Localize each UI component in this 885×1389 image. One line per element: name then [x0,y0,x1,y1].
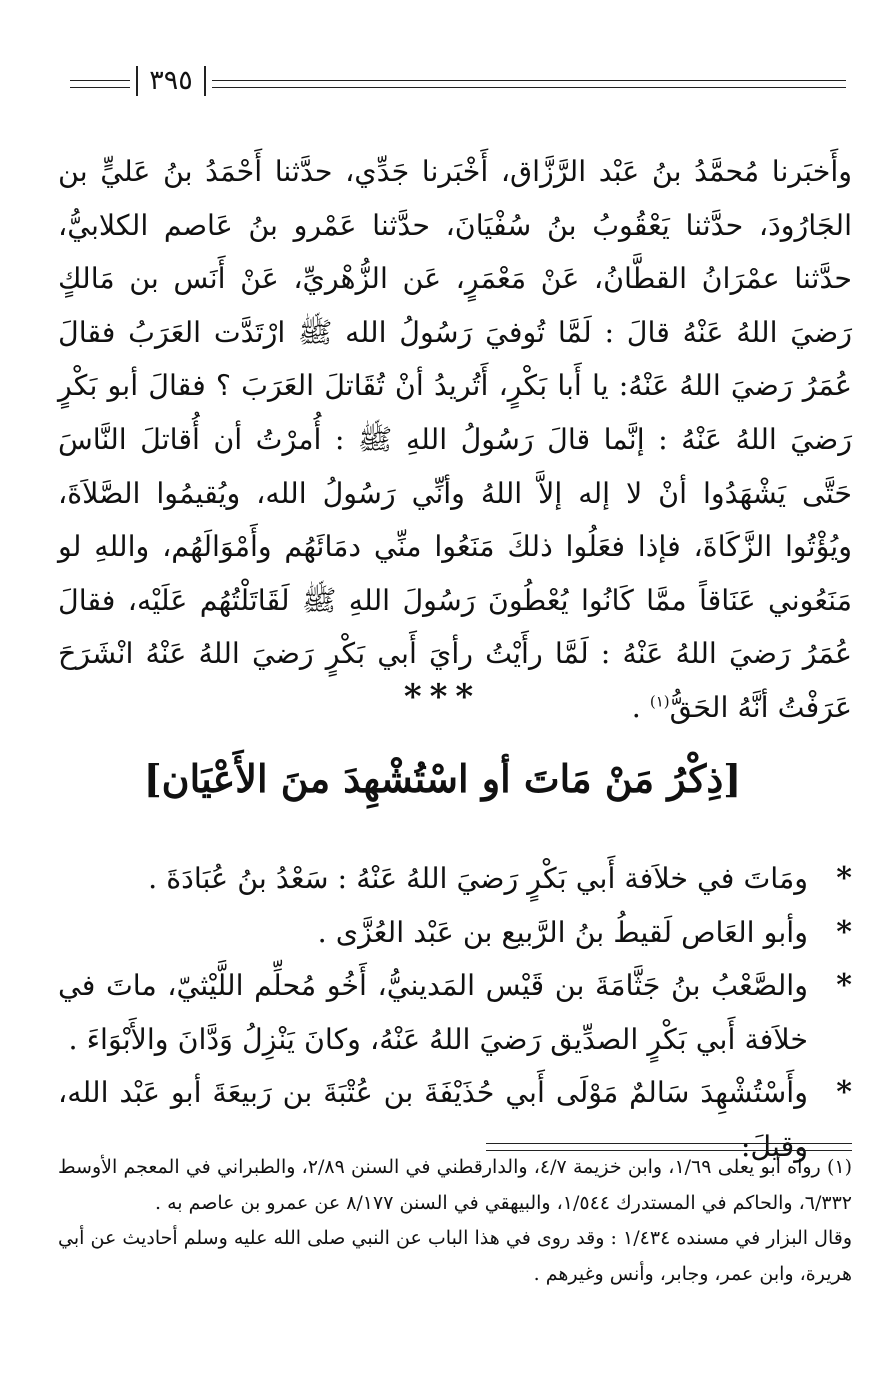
bullet-star: * [836,1075,852,1111]
list-item-text: ومَاتَ في خلاَفة أَبي بَكْرٍ رَضيَ اللهُ عَنْهُ : سَعْدُ بنُ عُبَادَةَ . [148,862,808,895]
list-item [58,959,852,1066]
running-header [70,62,846,102]
bullet-star: * [836,968,852,1004]
list-item [58,852,852,906]
paragraph-end: . [631,690,641,724]
paragraph-text: وأَخبَرنا مُحمَّدُ بنُ عَبْد الرَّزَّاق، أَخْبَرنا جَدِّي، حدَّثنا أَحْمَدُ بنُ عَليٍّ بن الجَارُودَ، حدَّثنا يَعْقُوبُ بنُ سُفْيَانَ، حدَّثنا عَمْرو بنُ عَاصم الكلابيُّ، حدَّثنا عمْرَانُ القطَّانُ، عَنْ مَعْمَرٍ، عَن الزُّهْريِّ، عَنْ أَنَس بن مَالكٍ رَضيَ اللهُ عَنْهُ قالَ : لَمَّا تُوفيَ رَسُولُ الله ﷺ ارْتَدَّت العَرَبُ فقالَ عُمَرُ رَضيَ اللهُ عَنْهُ: يا أَبا بَكْرٍ، أَتُريدُ أنْ تُقَاتلَ العَرَبَ ؟ فقالَ أبو بَكْرٍ رَضيَ اللهُ عَنْهُ : إنَّما قالَ رَسُولُ اللهِ ﷺ : أُمرْتُ أن أُقاتلَ النَّاسَ حَتَّى يَشْهَدُوا أنْ لا إله إلاَّ اللهُ وأنِّي رَسُولُ الله، ويُقيمُوا الصَّلاَةَ، ويُؤْتُوا الزَّكَاةَ، فإذا فعَلُوا ذلكَ مَنَعُوا منِّي دمَائَهُم وأَمْوَالَهُم، واللهِ لو مَنَعُوني عَنَاقاً ممَّا كَانُوا يُعْطُونَ رَسُولَ اللهِ ﷺ لَقَاتَلْتُهُم عَلَيْه، فقالَ عُمَرُ رَضيَ اللهُ عَنْهُ : لَمَّا رأَيْتُ رأيَ أَبي بَكْرٍ رَضيَ اللهُ عَنْهُ انْشَرَحَ عَرَفْتُ أنَّهُ الحَقُّ [58,155,852,724]
section-separator: *** [403,677,482,717]
section-heading: [ذِكْرُ مَنْ مَاتَ أو اسْتُشْهِدَ منَ الأَعْيَان] [143,756,742,801]
footnote-1: (١) رواه أبو يعلى ١/٦٩، وابن خزيمة ٤/٧، والدارقطني في السنن ٢/٨٩، والطبراني في المعجم الأوسط ٦/٣٣٢، والحاكم في المستدرك ١/٥٤٤، والبيهقي في السنن ٨/١٧٧ عن عمرو بن عاصم به . [58,1156,852,1214]
bullet-star: * [836,861,852,896]
footnote-marker[interactable]: (١) [649,692,670,711]
deaths-list [58,852,852,1174]
header-rule-right [212,80,846,88]
footnotes [58,1150,852,1292]
page-number: ٣٩٥ [149,65,193,96]
hadith-paragraph [58,145,852,735]
list-item-text: وأَسْتُشْهِدَ سَالمٌ مَوْلَى أَبي حُذَيْفَةَ بن عُتْبَةَ بن رَبيعَةَ أبو عَبْد الله، وقيلَ: [58,1076,808,1163]
list-item [58,906,852,960]
header-divider [204,66,206,96]
main-text [58,145,852,735]
list-item-text: وأبو العَاص لَقيطُ بنُ الرَّبيع بن عَبْد العُزَّى . [317,915,808,949]
header-rule-left [70,80,130,88]
bullet-star: * [836,914,852,950]
list-item-text: والصَّعْبُ بنُ جَثَّامَةَ بن قَيْس المَدينيُّ، أَخُو مُحلِّم اللَّيْثيّ، ماتَ في خلاَفة أَبي بَكْرٍ الصدِّيق رَضيَ اللهُ عَنْهُ، وكانَ يَنْزِلُ وَدَّانَ والأَبْوَاءَ . [58,969,808,1056]
footnote-1-continued: وقال البزار في مسنده ١/٤٣٤ : وقد روى في هذا الباب عن النبي صلى الله عليه وسلم أحاديث عن أبي هريرة، وابن عمر، وجابر، وأنس وغيرهم . [58,1227,852,1285]
